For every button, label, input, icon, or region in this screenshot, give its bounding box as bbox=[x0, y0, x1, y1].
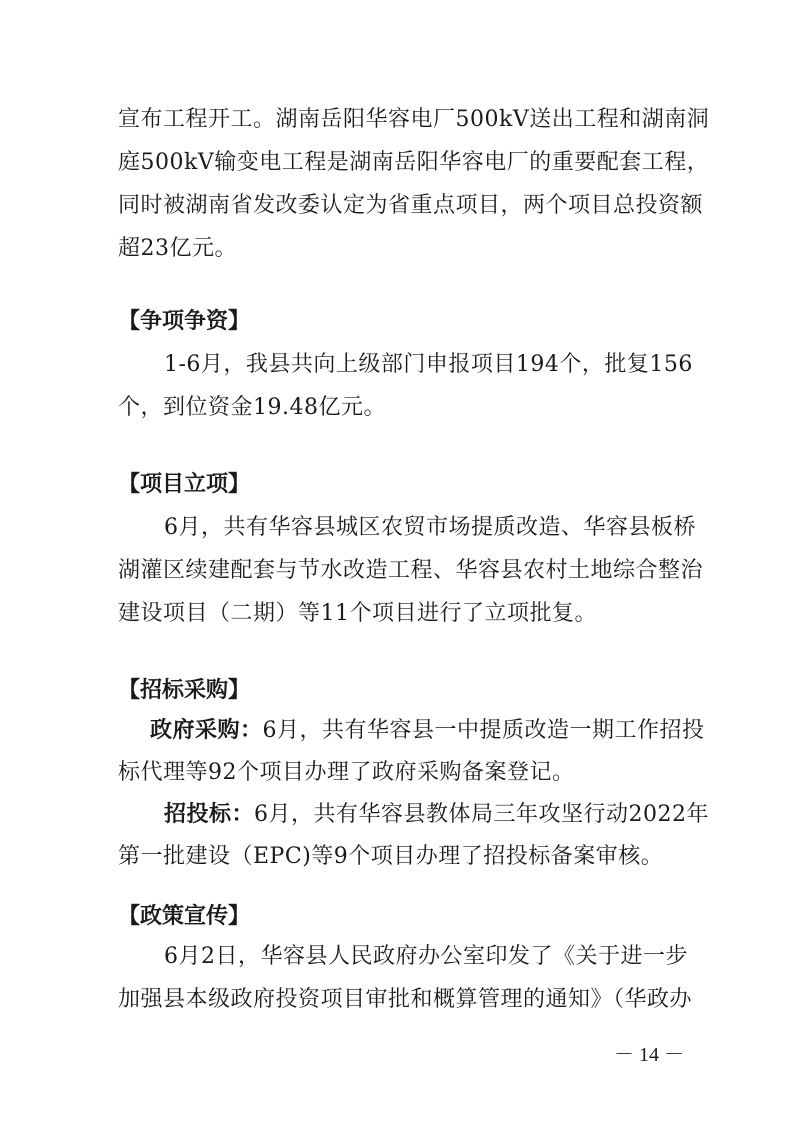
section-heading-xmlx: 【项目立项】 bbox=[118, 472, 251, 497]
page-number: － 14 － bbox=[614, 1044, 684, 1066]
zxzz-line-2: 个，到位资金19.48亿元。 bbox=[118, 395, 386, 420]
intro-line-2: 庭500kV输变电工程是湖南岳阳华容电厂的重要配套工程， bbox=[118, 150, 710, 175]
gov-procurement-line-1 bbox=[150, 716, 705, 746]
intro-line-1: 宣布工程开工。湖南岳阳华容电厂500kV送出工程和湖南洞 bbox=[118, 107, 710, 132]
zcxc-line-1: 6月2日，华容县人民政府办公室印发了《关于进一步 bbox=[164, 944, 688, 969]
gov-procurement-line-2: 标代理等92个项目办理了政府采购备案登记。 bbox=[118, 760, 575, 785]
xmlx-line-3: 建设项目（二期）等11个项目进行了立项批复。 bbox=[118, 601, 597, 626]
intro-line-4: 超23亿元。 bbox=[118, 236, 237, 261]
zxzz-line-1: 1-6月，我县共向上级部门申报项目194个，批复156 bbox=[164, 352, 693, 377]
gov-procurement-label: 政府采购： bbox=[150, 718, 263, 743]
zcxc-line-2: 加强县本级政府投资项目审批和概算管理的通知》（华政办 bbox=[118, 987, 693, 1012]
bidding-line-2: 第一批建设（EPC)等9个项目办理了招投标备案审核。 bbox=[118, 844, 664, 869]
bidding-text: 6月，共有华容县教体局三年攻坚行动2022年 bbox=[254, 802, 710, 827]
gov-procurement-text: 6月，共有华容县一中提质改造一期工作招投 bbox=[262, 718, 705, 743]
bidding-line-1 bbox=[164, 800, 709, 830]
xmlx-line-1: 6月，共有华容县城区农贸市场提质改造、华容县板桥 bbox=[164, 515, 696, 540]
section-heading-zcxc: 【政策宣传】 bbox=[118, 904, 251, 929]
section-heading-zxzz: 【争项争资】 bbox=[118, 309, 251, 334]
section-heading-zbcg: 【招标采购】 bbox=[118, 678, 251, 703]
intro-line-3: 同时被湖南省发改委认定为省重点项目，两个项目总投资额 bbox=[118, 193, 704, 218]
bidding-label: 招投标： bbox=[164, 802, 255, 827]
xmlx-line-2: 湖灌区续建配套与节水改造工程、华容县农村土地综合整治 bbox=[118, 558, 704, 583]
